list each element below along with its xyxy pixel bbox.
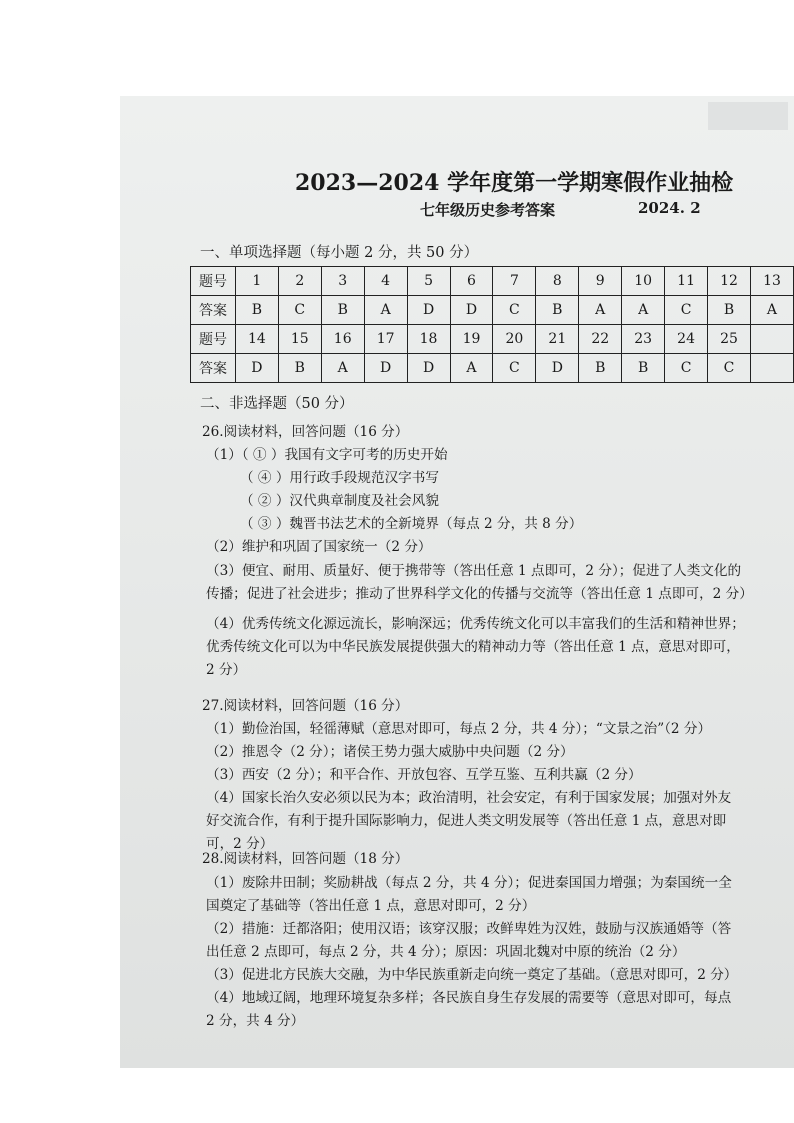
row-label: 题号 [191, 267, 236, 296]
section-heading-nonchoice: 二、非选择题（50 分） [200, 396, 354, 412]
question-heading: 27.阅读材料，回答问题（16 分） [202, 698, 409, 714]
table-cell: B [622, 354, 665, 383]
answer-line: （1）废除井田制；奖励耕战（每点 2 分，共 4 分）；促进秦国国力增强；为秦国统一全 [206, 875, 732, 891]
answer-line: 优秀传统文化可以为中华民族发展提供强大的精神动力等（答出任意 1 点，意思对即可， [206, 639, 740, 655]
answer-line: （3）便宜、耐用、质量好、便于携带等（答出任意 1 点即可，2 分）；促进了人类文化的 [206, 563, 742, 579]
table-cell: 12 [708, 267, 751, 296]
answer-line: （4）国家长治久安必须以民为本；政治清明，社会安定，有利于国家发展；加强对外友 [206, 790, 732, 806]
table-cell: B [235, 296, 278, 325]
table-cell: 7 [493, 267, 536, 296]
table-cell: C [493, 296, 536, 325]
table-cell: D [364, 354, 407, 383]
table-cell: 4 [364, 267, 407, 296]
question-heading: 26.阅读材料，回答问题（16 分） [202, 424, 409, 440]
answer-line: （3）促进北方民族大交融，为中华民族重新走向统一奠定了基础。（意思对即可，2 分） [206, 967, 738, 983]
answer-line: （ ② ）汉代典章制度及社会风貌 [240, 493, 439, 509]
answer-line: （ ④ ）用行政手段规范汉字书写 [240, 470, 439, 486]
table-cell: B [579, 354, 622, 383]
table-cell: 6 [450, 267, 493, 296]
answer-line: 可，2 分） [206, 836, 274, 852]
answer-line: 2 分，共 4 分） [206, 1013, 305, 1029]
table-cell: 15 [278, 325, 321, 354]
table-cell: 5 [407, 267, 450, 296]
answer-line: （2）推恩令（2 分）；诸侯王势力强大威胁中央问题（2 分） [206, 744, 574, 760]
table-cell: C [493, 354, 536, 383]
answer-line: 出任意 2 点即可，每点 2 分，共 4 分）；原因：巩固北魏对中原的统治（2 分） [206, 944, 686, 960]
table-cell: C [665, 354, 708, 383]
table-cell: C [708, 354, 751, 383]
answer-line: （1）勤俭治国，轻徭薄赋（意思对即可，每点 2 分，共 4 分）；“文景之治”（2 分） [206, 721, 712, 737]
table-cell: A [579, 296, 622, 325]
table-cell: 23 [622, 325, 665, 354]
table-row [191, 354, 794, 383]
table-cell: 22 [579, 325, 622, 354]
table-cell: A [750, 296, 793, 325]
table-cell: A [364, 296, 407, 325]
table-cell: D [407, 296, 450, 325]
answer-line: 传播；促进了社会进步；推动了世界科学文化的传播与交流等（答出任意 1 点即可，2 分） [206, 586, 753, 602]
table-row [191, 267, 794, 296]
answer-line: （4）地域辽阔，地理环境复杂多样；各民族自身生存发展的需要等（意思对即可，每点 [206, 990, 732, 1006]
background-ghost-text [708, 102, 788, 130]
table-cell: 20 [493, 325, 536, 354]
row-label: 题号 [191, 325, 236, 354]
table-row [191, 296, 794, 325]
row-label: 答案 [191, 296, 236, 325]
table-cell: 13 [750, 267, 793, 296]
section-heading-choice: 一、单项选择题（每小题 2 分，共 50 分） [200, 245, 479, 261]
table-cell: 10 [622, 267, 665, 296]
table-row [191, 325, 794, 354]
question-heading: 28.阅读材料，回答问题（18 分） [202, 851, 409, 867]
table-cell: C [665, 296, 708, 325]
table-cell: 18 [407, 325, 450, 354]
table-cell: B [536, 296, 579, 325]
table-cell: 14 [235, 325, 278, 354]
table-cell: 24 [665, 325, 708, 354]
table-cell: D [235, 354, 278, 383]
table-cell: 11 [665, 267, 708, 296]
answer-line: 国奠定了基础等（答出任意 1 点，意思对即可，2 分） [206, 898, 536, 914]
table-cell: A [450, 354, 493, 383]
document-date: 2024. 2 [638, 199, 701, 217]
table-cell: 19 [450, 325, 493, 354]
scanned-answer-sheet [120, 96, 794, 1068]
answer-line: （4）优秀传统文化源远流长，影响深远；优秀传统文化可以丰富我们的生活和精神世界； [206, 616, 745, 632]
answer-line: 好交流合作，有利于提升国际影响力，促进人类文明发展等（答出任意 1 点，意思对即 [206, 813, 727, 829]
answer-line: （1）（ ① ）我国有文字可考的历史开始 [206, 447, 448, 463]
answer-line: （3）西安（2 分）；和平合作、开放包容、互学互鉴、互利共赢（2 分） [206, 767, 642, 783]
answer-line: （ ③ ）魏晋书法艺术的全新境界（每点 2 分，共 8 分） [240, 516, 583, 532]
table-cell: 3 [321, 267, 364, 296]
table-cell: C [278, 296, 321, 325]
table-cell: 17 [364, 325, 407, 354]
table-cell: B [708, 296, 751, 325]
answer-line: （2）维护和巩固了国家统一（2 分） [206, 539, 432, 555]
table-cell: 1 [235, 267, 278, 296]
table-cell: A [622, 296, 665, 325]
table-cell: 25 [708, 325, 751, 354]
table-cell: 9 [579, 267, 622, 296]
table-cell: 2 [278, 267, 321, 296]
table-cell: D [407, 354, 450, 383]
table-cell: 8 [536, 267, 579, 296]
table-cell: B [278, 354, 321, 383]
table-cell: A [321, 354, 364, 383]
table-cell: 21 [536, 325, 579, 354]
table-cell: 16 [321, 325, 364, 354]
answer-line: （2）措施：迁都洛阳；使用汉语；该穿汉服；改鲜卑姓为汉姓，鼓励与汉族通婚等（答 [206, 921, 732, 937]
document-title: 2023—2024 学年度第一学期寒假作业抽检 [295, 170, 734, 196]
row-label: 答案 [191, 354, 236, 383]
answer-line: 2 分） [206, 662, 247, 678]
table-cell: B [321, 296, 364, 325]
document-subtitle: 七年级历史参考答案 [420, 201, 556, 219]
table-cell: D [450, 296, 493, 325]
answer-table [190, 266, 794, 383]
table-cell [750, 354, 793, 383]
table-cell: D [536, 354, 579, 383]
table-cell [750, 325, 793, 354]
